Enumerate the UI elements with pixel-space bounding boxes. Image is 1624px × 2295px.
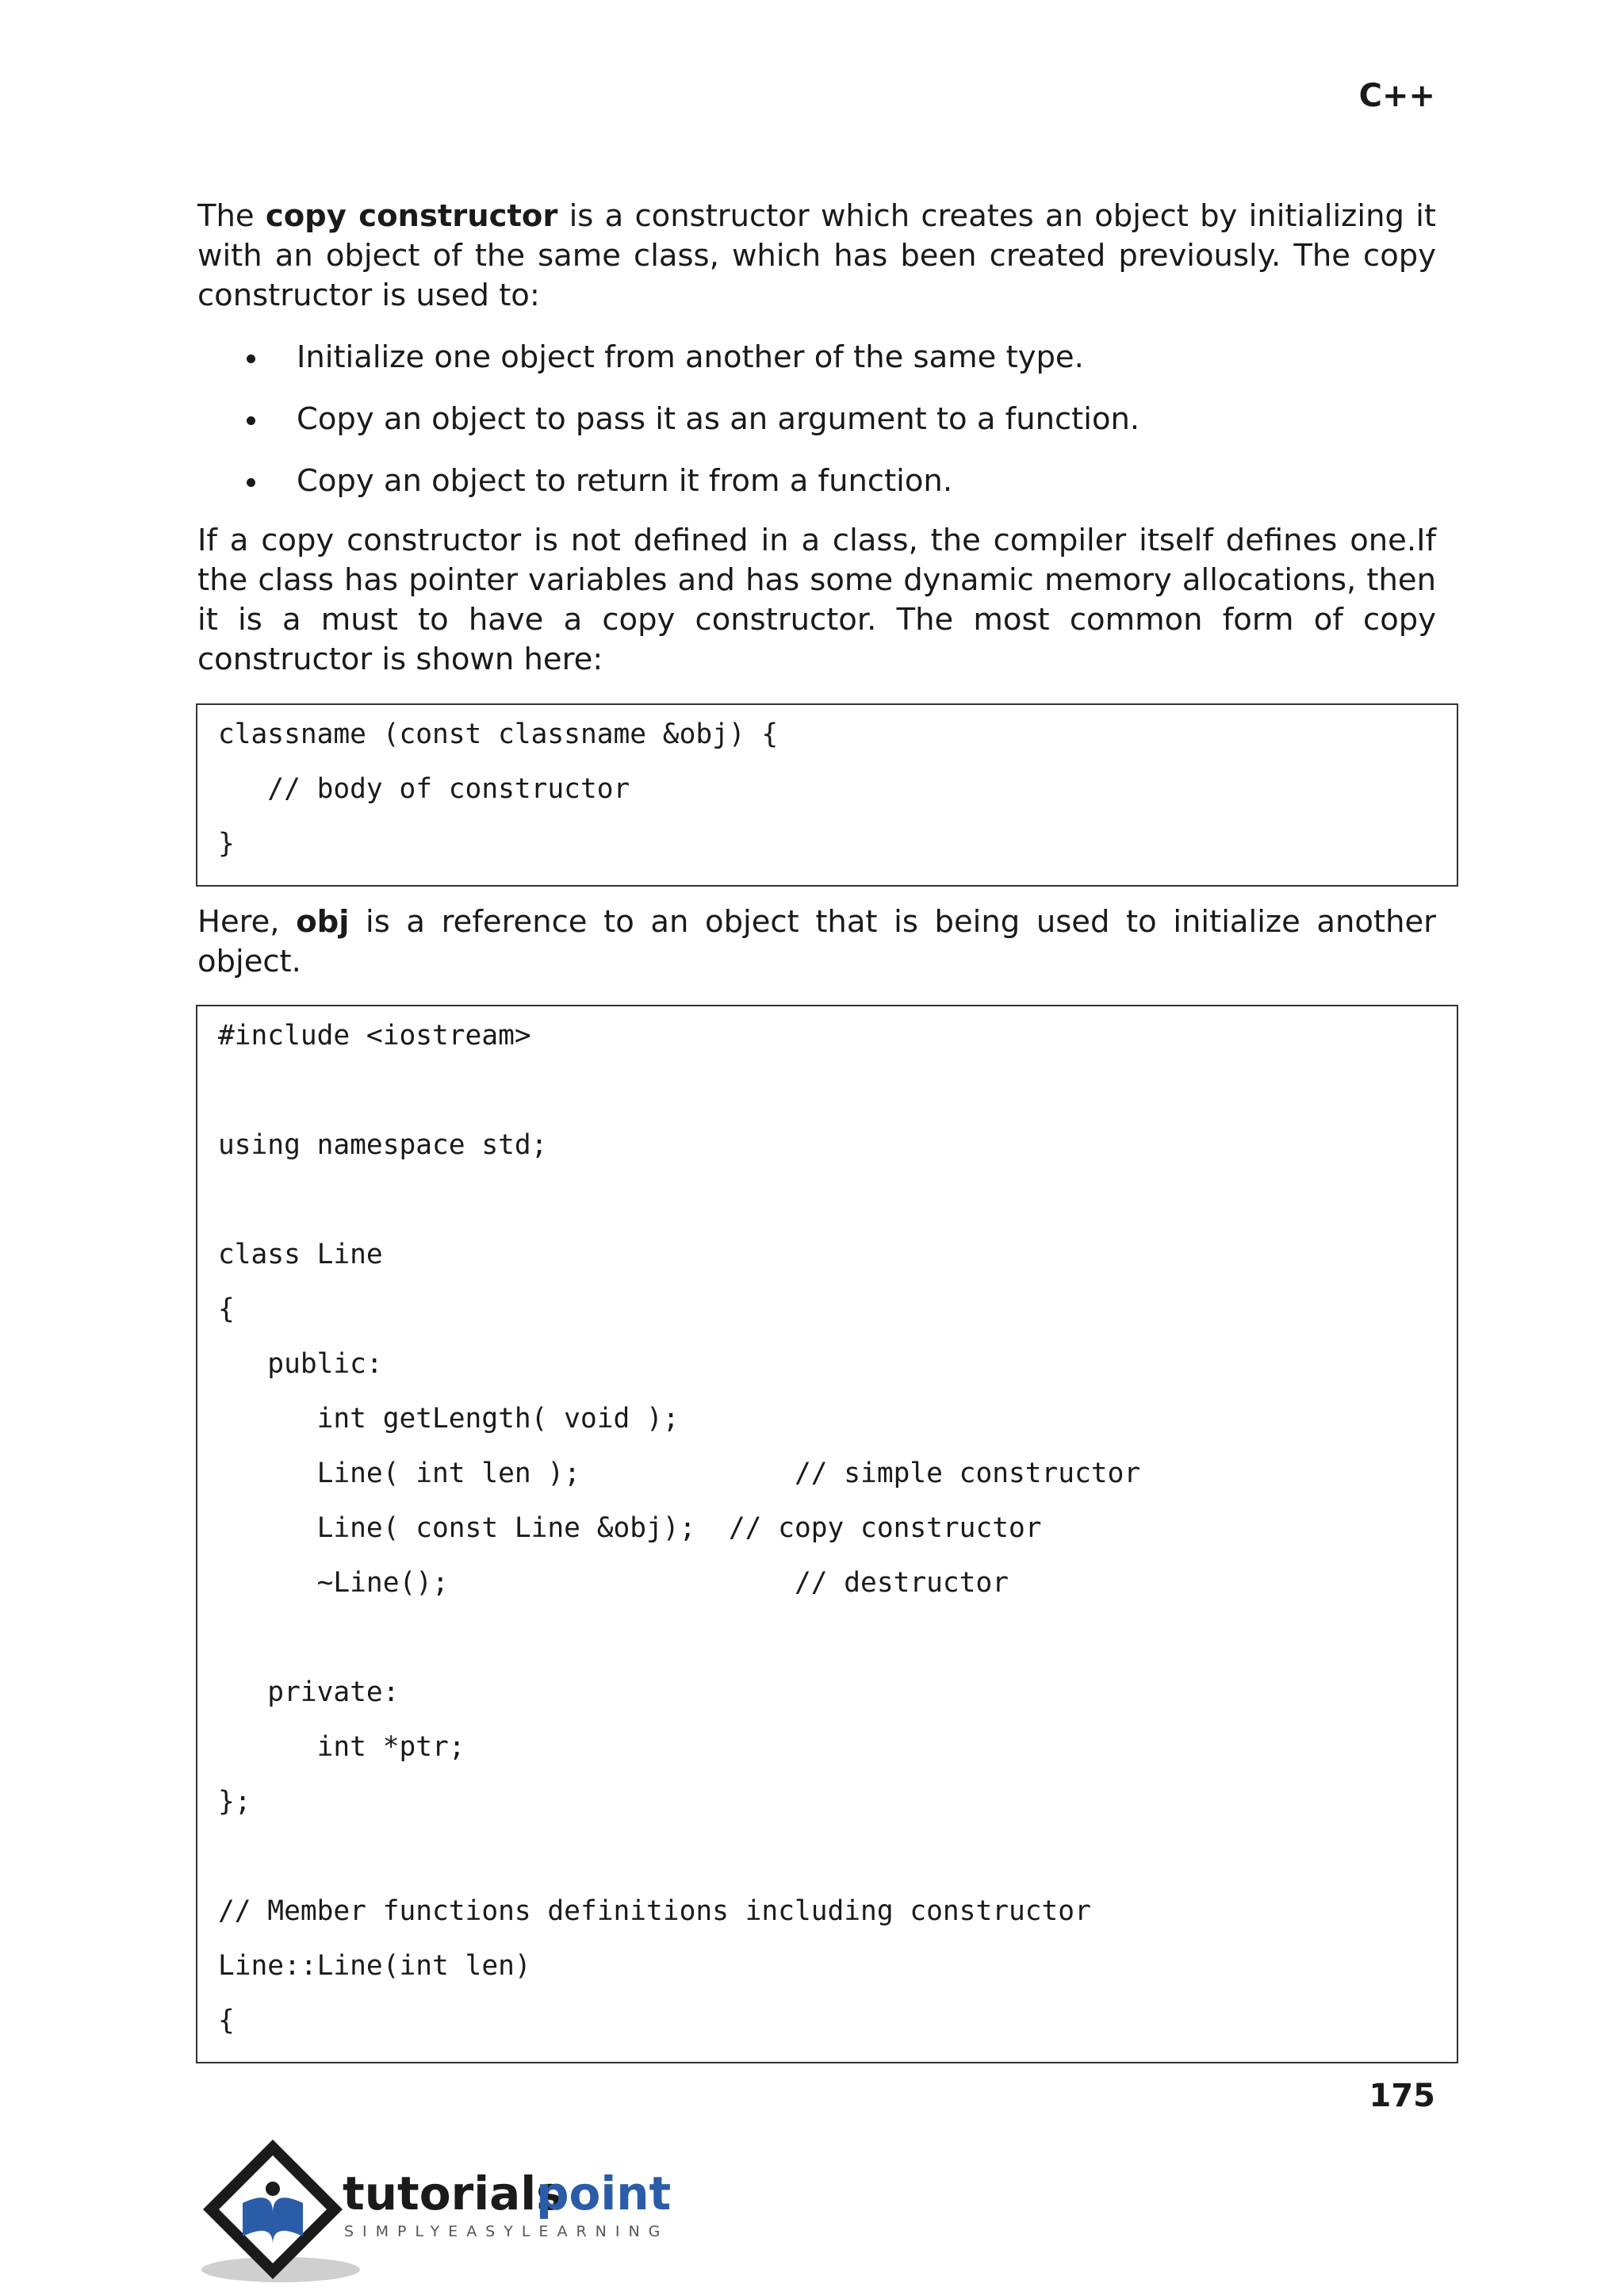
logo-figure-head [266,2182,280,2196]
page-number: 175 [1369,2078,1435,2114]
code-line: int *ptr; [218,1731,465,1763]
para3-bold-term: obj [296,904,350,940]
bullet-text: Copy an object to return it from a function. [297,463,953,499]
para3-after: is a reference to an object that is being used to initialize another object. [197,904,1436,979]
code-line: ~Line(); // destructor [218,1567,1009,1599]
intro-bold-term: copy constructor [265,198,558,234]
paragraph-copy-constructor-info: If a copy constructor is not defined in a class, the compiler itself defines one.If the class has pointer variables and has some dynamic memory allocations, then it is a must to have a copy constructor. The most common form of copy constructor is shown here: [197,523,1436,677]
bullet-item [197,462,1436,501]
bullet-text: Copy an object to pass it as an argument to a function. [297,401,1140,437]
bullet-list [197,338,1436,523]
code-line: // body of constructor [218,773,630,805]
bullet-item [197,338,1436,377]
code-line: } [218,828,235,860]
code-block-example [196,1005,1458,2063]
code-block-syntax [196,703,1458,887]
code-line: classname (const classname &obj) { [218,718,779,750]
para3-before: Here, [197,904,297,940]
bullet-dot-icon [247,354,255,363]
logo-diamond-inner [219,2155,327,2263]
code-line: // Member functions definitions including constructor [218,1895,1091,1927]
code-line: Line( int len ); // simple constructor [218,1458,1141,1489]
intro-before: The [197,198,266,234]
code-line: public: [218,1348,383,1380]
page-header-title: C++ [1358,78,1435,114]
code-line: Line::Line(int len) [218,1950,531,1982]
code-line: { [218,2005,235,2036]
paragraph-obj-reference [197,902,1436,982]
code-line: Line( const Line &obj); // copy constructor [218,1512,1042,1544]
code-line: #include <iostream> [218,1020,531,1052]
code-line: }; [218,1786,251,1818]
logo-text-tutorials: tutorials [343,2167,564,2220]
code-line: class Line [218,1239,383,1270]
logo-text-point: point [536,2167,672,2220]
tutorialspoint-logo [193,2133,701,2292]
intro-paragraph [197,197,1436,316]
bullet-dot-icon [247,416,255,425]
bullet-text: Initialize one object from another of the same type. [297,339,1084,375]
intro-after: is a constructor which creates an object by initializing it with an object of the same class, which has been created previously. The copy constructor is used to: [197,198,1436,313]
code-line: { [218,1293,235,1325]
code-line: private: [218,1676,400,1708]
code-line: int getLength( void ); [218,1403,680,1435]
logo-tagline: SIMPLYEASYLEARNING [344,2223,669,2240]
bullet-dot-icon [247,478,255,487]
code-line: using namespace std; [218,1129,548,1161]
bullet-item [197,400,1436,439]
